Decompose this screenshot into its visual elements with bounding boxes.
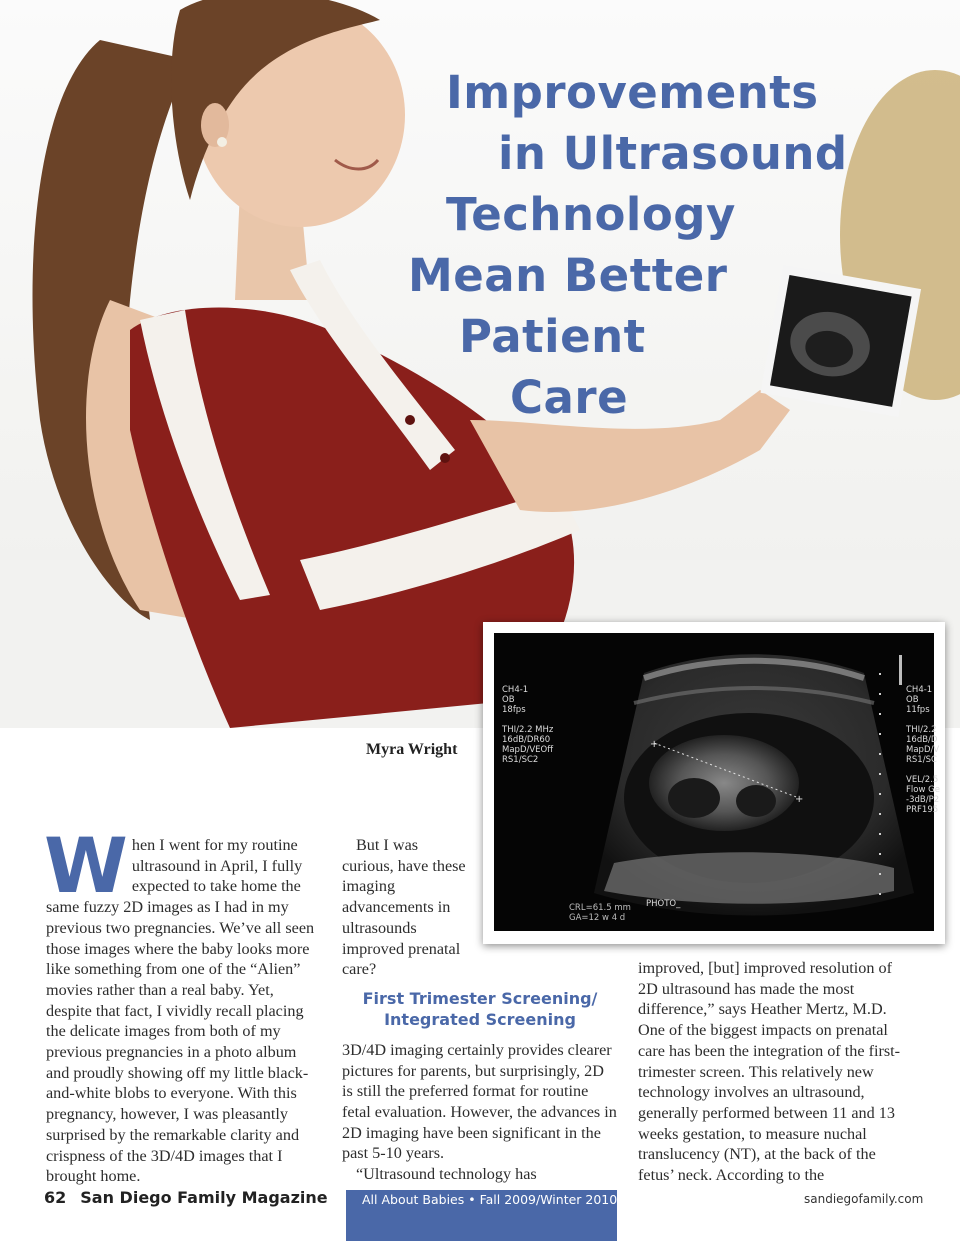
title-line-6: Care [510, 371, 629, 424]
footer-left [44, 1188, 328, 1207]
section-subhead [342, 988, 618, 1030]
article-column-3 [638, 958, 908, 1186]
svg-text:+: + [650, 739, 659, 750]
drop-cap: W [44, 821, 128, 910]
article-column-2 [342, 835, 618, 1185]
ultrasound-left-info: CH4-1 OB 18fps THI/2.2 MHz 16dB/DR60 MapD/VEOff RS1/SC2 [502, 685, 554, 765]
magazine-name: San Diego Family Magazine [80, 1188, 328, 1207]
website-url: sandiegofamily.com [804, 1192, 924, 1206]
issue-banner [346, 1190, 617, 1241]
column-3-text: improved, [but] improved resolution of 2D ultrasound has made the most difference,” says Heather Mertz, M.D. One of the biggest impacts on prenatal care has been the integration of the first-trimester screen. This relatively new technology involves an ultrasound, generally performed between 11 and 13 weeks gestation, to measure nuchal translucency (NT), at the back of the fetus’ neck. According to the [638, 959, 901, 1185]
title-line-2: in Ultrasound [498, 127, 848, 180]
article-column-1 [44, 821, 318, 1187]
column-2-intro: But I was curious, have these imaging advancements in ultrasounds improved prenatal care? [342, 836, 466, 979]
subhead-line-1: First Trimester Screening/ [362, 988, 598, 1008]
article-title [400, 62, 848, 428]
title-line-5: Patient [459, 310, 646, 363]
title-line-1: Improvements [446, 66, 819, 119]
subhead-line-2: Integrated Screening [384, 1009, 576, 1029]
column-2-paragraph-1: 3D/4D imaging certainly provides clearer pictures for parents, but surprisingly, 2D is still the preferred format for routine fetal evaluation. However, the advances in 2D imaging have been significant in the past 5-10 years. [342, 1040, 617, 1163]
column-1-text: hen I went for my routine ultrasound in April, I fully expected to take home the same fuzzy 2D images as I had in my previous two pregnancies. We’ve all seen those images where the baby looks more like something from one of the “Alien” movies rather than a real baby. Yet, despite that fact, I vividly recall placing the delicate images from both of my previous pregnancies in a photo album and proudly showing off my little black-and-white blobs to everyone. With this pregnancy, however, I was pleasantly surprised by the remarkable clarity and crispness of the 3D/4D images that I brought home. [46, 836, 315, 1186]
ultrasound-photo-label: PHOTO_ [646, 899, 681, 909]
ultrasound-right-info: CH4-1 OB 11fps THI/2.2 16dB/D MapD/V RS1/SC VEL/2.5 Flow Ge -3dB/P2 PRF195 [906, 685, 940, 815]
title-line-4: Mean Better [408, 249, 728, 302]
ultrasound-measurement: CRL=61.5 mm GA=12 w 4 d [569, 903, 631, 923]
column-2-paragraph-2: “Ultrasound technology has [356, 1165, 537, 1184]
title-line-3: Technology [446, 188, 736, 241]
page-number: 62 [44, 1188, 67, 1207]
byline: Myra Wright [366, 741, 458, 758]
issue-label: All About Babies • Fall 2009/Winter 2010 [362, 1192, 618, 1207]
svg-text:+: + [795, 794, 804, 805]
